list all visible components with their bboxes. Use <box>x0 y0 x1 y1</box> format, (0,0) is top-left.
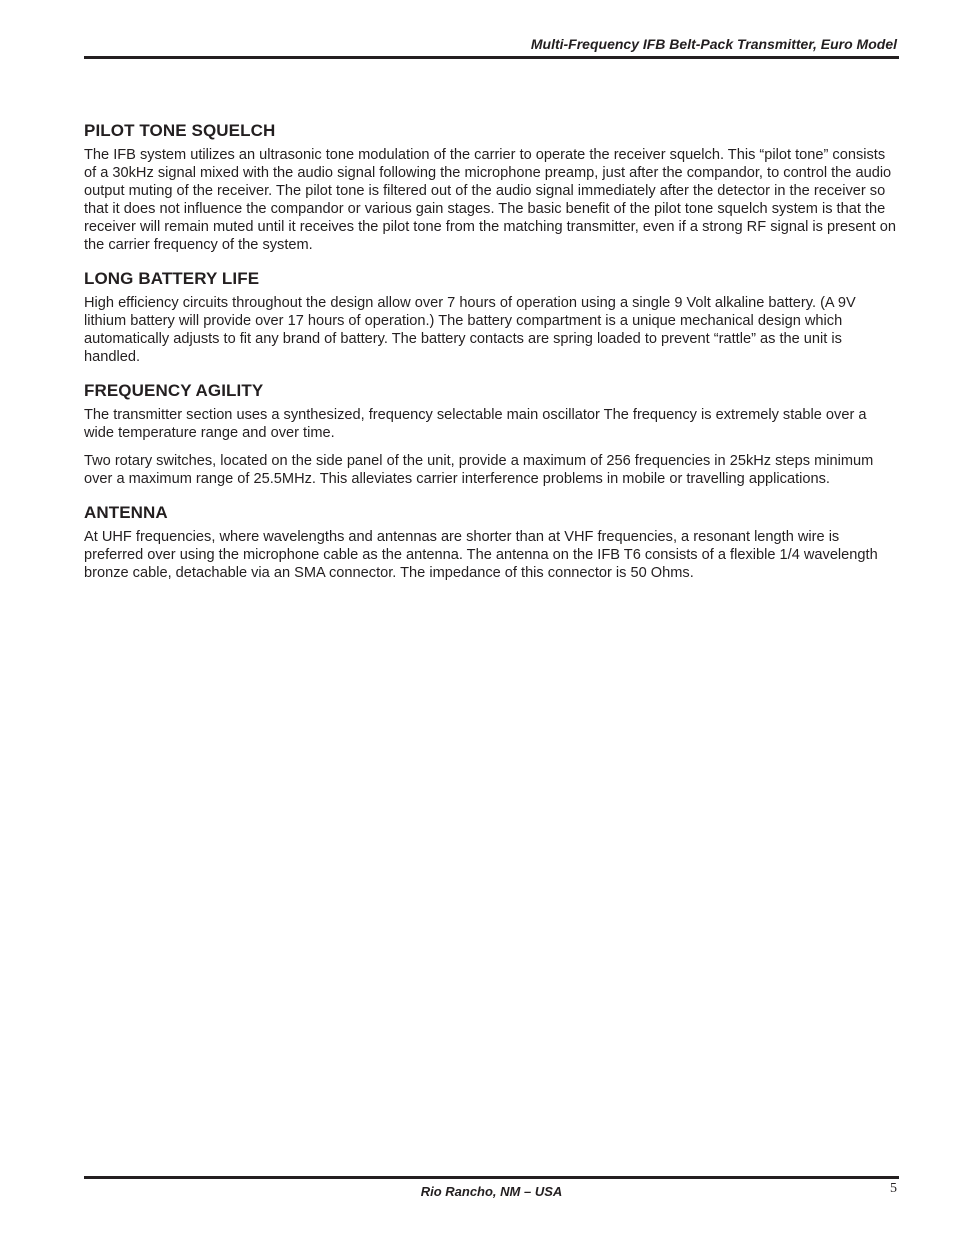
running-header-title: Multi-Frequency IFB Belt-Pack Transmitter, Euro Model <box>530 36 897 52</box>
section-heading: PILOT TONE SQUELCH <box>84 121 276 140</box>
body-paragraph: The transmitter section uses a synthesized, frequency selectable main oscillator The frequency is extremely stable over a wide temperature range and over time. <box>84 407 867 441</box>
section-heading: LONG BATTERY LIFE <box>84 269 260 288</box>
page-number: 5 <box>890 1181 897 1196</box>
section-long-battery-life <box>84 268 899 366</box>
section-frequency-agility <box>84 380 899 488</box>
body-paragraph: At UHF frequencies, where wavelengths and antennas are shorter than at VHF frequencies, a resonant length wire is preferred over using the microphone cable as the antenna. The antenna on the IFB T6 consists of a flexible 1/4 wavelength bronze cable, detachable via an SMA connector. The impedance of this connector is 50 Ohms. <box>84 529 878 581</box>
section-heading: FREQUENCY AGILITY <box>84 381 264 400</box>
footer-location: Rio Rancho, NM – USA <box>420 1184 563 1199</box>
footer-rule <box>84 1176 899 1179</box>
body-paragraph: Two rotary switches, located on the side panel of the unit, provide a maximum of 256 frequencies in 25kHz steps minimum over a maximum range of 25.5MHz. This alleviates carrier interference problems in mobile or travelling applications. <box>84 453 874 487</box>
section-heading: ANTENNA <box>84 503 168 522</box>
section-pilot-tone-squelch <box>84 120 899 254</box>
document-page <box>84 0 899 1235</box>
header-rule <box>84 56 899 59</box>
body-paragraph: The IFB system utilizes an ultrasonic tone modulation of the carrier to operate the receiver squelch. This “pilot tone” consists of a 30kHz signal mixed with the audio signal following the microphone preamp, just after the compandor, to control the audio output muting of the receiver. The pilot tone is filtered out of the audio signal immediately after the detector in the receiver so that it does not influence the compandor or various gain stages. The basic benefit of the pilot tone squelch system is that the receiver will remain muted until it receives the pilot tone from the matching transmitter, even if a strong RF signal is present on the carrier frequency of the system. <box>84 147 896 253</box>
page-body <box>84 120 899 596</box>
body-paragraph: High efficiency circuits throughout the design allow over 7 hours of operation using a single 9 Volt alkaline battery. (A 9V lithium battery will provide over 17 hours of operation.) The battery compartment is a unique mechanical design which automatically adjusts to fit any brand of battery. The battery contacts are spring loaded to prevent “rattle” as the unit is handled. <box>84 295 856 365</box>
section-antenna <box>84 502 899 582</box>
